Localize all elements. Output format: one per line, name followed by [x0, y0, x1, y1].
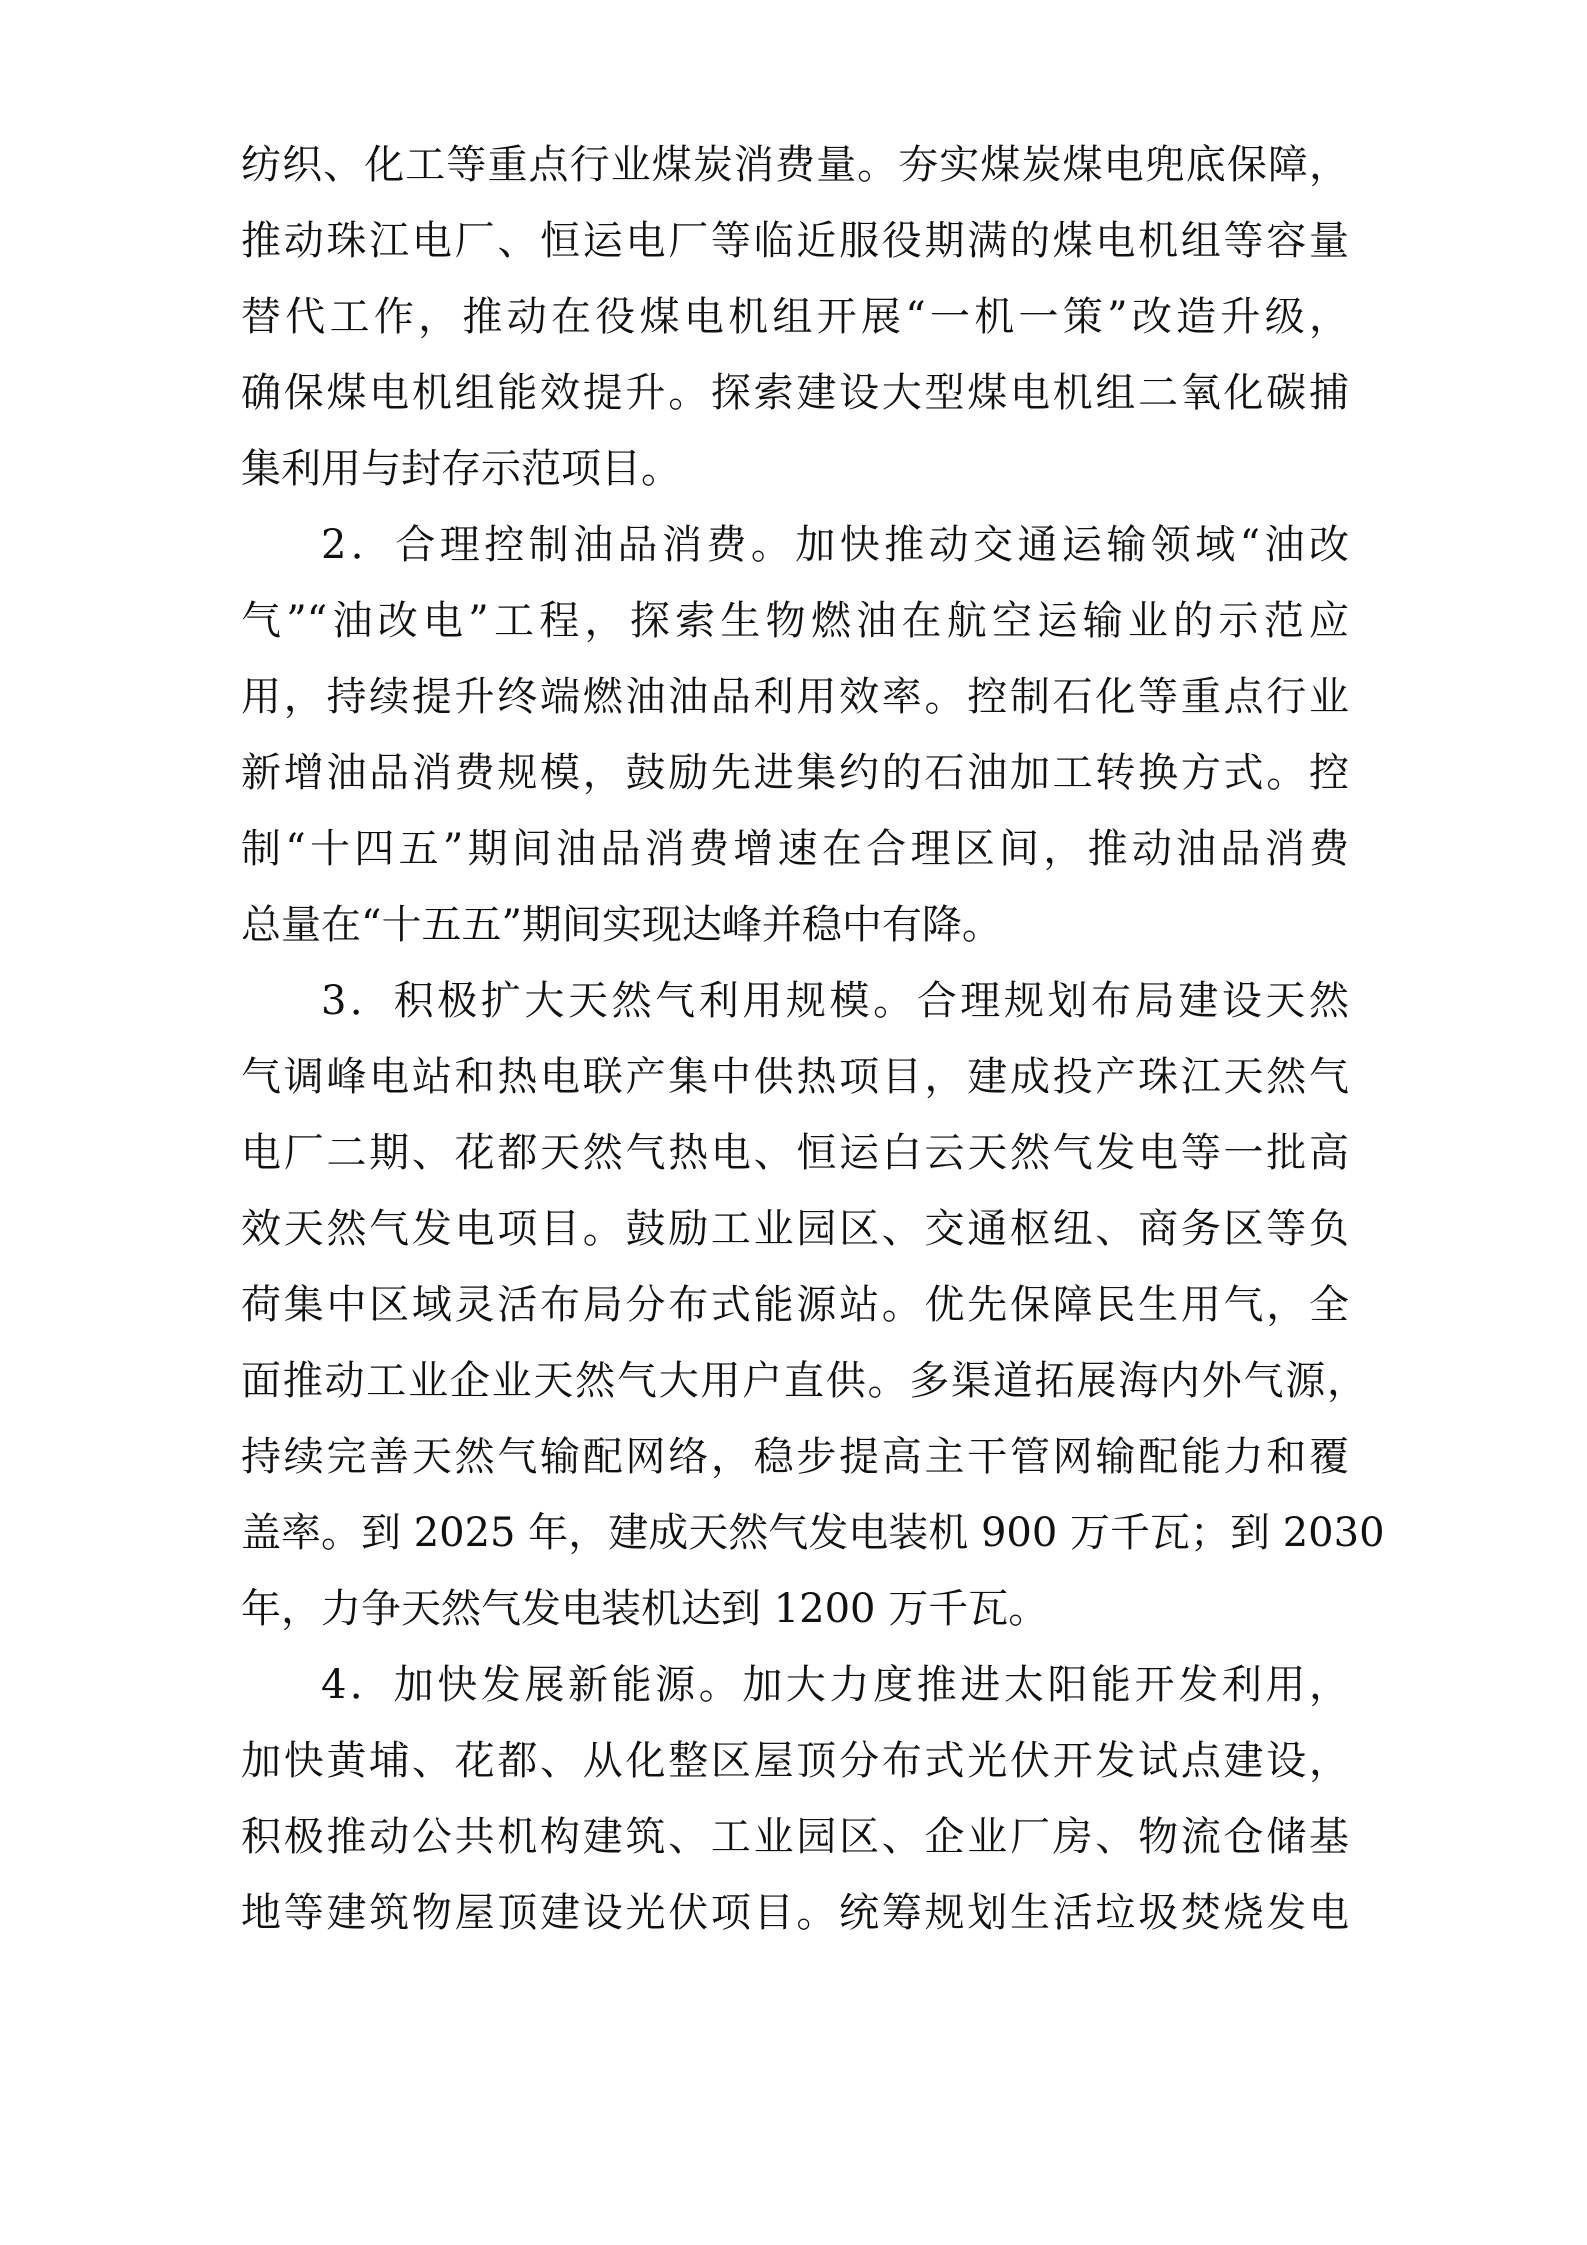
body-text-line: 面推动工业企业天然气大用户直供。多渠道拓展海内外气源， — [241, 1358, 1367, 1404]
body-text-line: 盖率。到 2025 年，建成天然气发电装机 900 万千瓦；到 2030 — [241, 1510, 1385, 1556]
body-text-line: 效天然气发电项目。鼓励工业园区、交通枢纽、商务区等负 — [241, 1206, 1349, 1252]
body-text-line: 地等建筑物屋顶建设光伏项目。统筹规划生活垃圾焚烧发电 — [241, 1890, 1349, 1936]
body-text-line: 电厂二期、花都天然气热电、恒运白云天然气发电等一批高 — [241, 1130, 1349, 1176]
section-4-heading-line: 4．加快发展新能源。加大力度推进太阳能开发利用， — [321, 1662, 1349, 1708]
body-text-line: 用，持续提升终端燃油油品利用效率。控制石化等重点行业 — [241, 674, 1349, 720]
body-text-line: 荷集中区域灵活布局分布式能源站。优先保障民生用气，全 — [241, 1282, 1349, 1328]
body-text-line: 集利用与封存示范项目。 — [241, 446, 681, 492]
body-text-line: 推动珠江电厂、恒运电厂等临近服役期满的煤电机组等容量 — [241, 218, 1349, 264]
body-text-line: 气”“油改电”工程，探索生物燃油在航空运输业的示范应 — [241, 598, 1349, 644]
section-2-heading-line: 2．合理控制油品消费。加快推动交通运输领域“油改 — [321, 522, 1349, 568]
body-text-line: 加快黄埔、花都、从化整区屋顶分布式光伏开发试点建设， — [241, 1738, 1349, 1784]
body-text-line: 确保煤电机组能效提升。探索建设大型煤电机组二氧化碳捕 — [241, 370, 1349, 416]
body-text-line: 积极推动公共机构建筑、工业园区、企业厂房、物流仓储基 — [241, 1814, 1349, 1860]
body-text-line: 年，力争天然气发电装机达到 1200 万千瓦。 — [241, 1586, 1049, 1632]
body-text-line: 总量在“十五五”期间实现达峰并稳中有降。 — [241, 902, 1002, 948]
section-3-heading-line: 3．积极扩大天然气利用规模。合理规划布局建设天然 — [321, 978, 1349, 1024]
body-text-line: 新增油品消费规模，鼓励先进集约的石油加工转换方式。控 — [241, 750, 1349, 796]
body-text-line: 持续完善天然气输配网络，稳步提高主干管网输配能力和覆 — [241, 1434, 1349, 1480]
body-text-line: 气调峰电站和热电联产集中供热项目，建成投产珠江天然气 — [241, 1054, 1349, 1100]
body-text-line: 制“十四五”期间油品消费增速在合理区间，推动油品消费 — [241, 826, 1349, 872]
body-text-line: 纺织、化工等重点行业煤炭消费量。夯实煤炭煤电兜底保障， — [241, 142, 1349, 188]
body-text-line: 替代工作，推动在役煤电机组开展“一机一策”改造升级， — [241, 294, 1349, 340]
